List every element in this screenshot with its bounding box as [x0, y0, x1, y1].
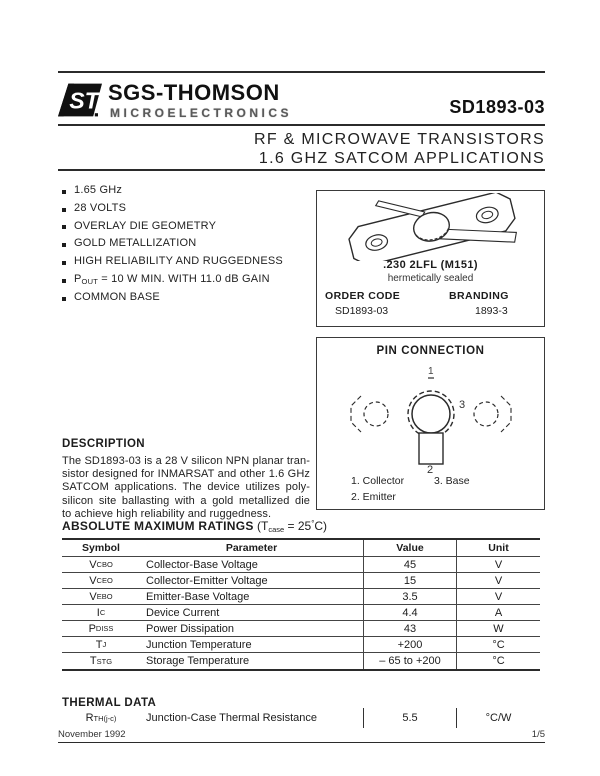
bullet-square-icon [62, 243, 66, 247]
bullet-square-icon [62, 261, 66, 265]
pin-connection-box [316, 337, 545, 510]
svg-text:ST: ST [69, 87, 99, 114]
amr-heading: ABSOLUTE MAXIMUM RATINGS $(T_{case} = 25^\circ C)$ [62, 519, 328, 534]
parameter-cell: Junction-Case Thermal Resistance [146, 712, 317, 724]
pin2-number-label: 2 [427, 464, 434, 474]
description-line: sistor designed for INMARSAT and other 1.6 GHz [62, 468, 310, 481]
header-mid-rule [58, 124, 545, 126]
value-cell: – 65 to +200 [363, 653, 457, 669]
feature-text: $P_{OUT} = 10$ W MIN. WITH 11.0 dB GAIN [74, 272, 270, 286]
unit-cell: °C [492, 655, 505, 667]
unit-cell: A [494, 606, 503, 619]
feature-item [62, 183, 283, 201]
brand-name: SGS-THOMSON [108, 80, 280, 105]
pin-connection-title: PIN CONNECTION [376, 345, 485, 357]
header-symbol: Symbol [82, 542, 120, 554]
description-line: The SD1893-03 is a 28 V silicon NPN planar tran- [62, 455, 310, 467]
parameter-cell: Emitter-Base Voltage [146, 590, 250, 603]
feature-text: 1.65 GHz [74, 184, 123, 196]
feature-item [62, 290, 283, 308]
pin1-number-label: 1 [428, 366, 434, 377]
amr-table-header-row [62, 540, 540, 557]
unit-cell: °C/W [485, 712, 512, 724]
order-code-label: ORDER CODE [325, 290, 401, 302]
symbol-cell: P DISS [88, 622, 114, 635]
symbol-cell: I C [96, 606, 106, 619]
symbol-cell: T STG [89, 655, 113, 667]
footer-rule [58, 742, 545, 743]
bullet-square-icon [62, 208, 66, 212]
amr-table [62, 538, 540, 671]
company-logo [58, 82, 292, 120]
feature-text: COMMON BASE [74, 290, 160, 303]
value-cell: 15 [363, 573, 457, 588]
bullet-square-icon [62, 225, 66, 229]
pin-legend [351, 473, 470, 505]
pin-legend-base: 3. Base [434, 475, 470, 487]
header-parameter: Parameter [225, 542, 278, 554]
document-title [254, 131, 545, 168]
description-line: to achieve high reliability and ruggedness. [62, 507, 272, 520]
table-row [62, 573, 540, 589]
symbol-cell: V CBO [89, 558, 113, 571]
parameter-cell: Collector-Emitter Voltage [146, 574, 268, 587]
table-row [62, 589, 540, 605]
pin-legend-collector: 1. Collector [351, 475, 405, 487]
feature-item [62, 272, 283, 290]
feature-item [62, 201, 283, 219]
description-line: silicon site ballasting with a gold metallized die [62, 494, 310, 507]
feature-item [62, 219, 283, 237]
feature-item [62, 236, 283, 254]
bullet-square-icon [62, 279, 66, 283]
parameter-cell: Collector-Base Voltage [146, 558, 258, 571]
feature-text: 28 VOLTS [74, 201, 127, 214]
branding-value: 1893-3 [475, 305, 508, 317]
header-bottom-rule [58, 169, 545, 171]
value-cell: 4.4 [363, 605, 457, 620]
symbol-cell: R TH(j-c) [85, 712, 117, 724]
branding-label: BRANDING [449, 290, 509, 302]
value-cell: 45 [363, 557, 457, 572]
table-row [62, 653, 540, 669]
pin-legend-emitter: 2. Emitter [351, 491, 396, 503]
brand-text [108, 82, 292, 120]
unit-cell: V [494, 590, 503, 603]
package-seal-label: hermetically sealed [387, 273, 474, 284]
pin-connection-drawing-icon [331, 362, 531, 474]
package-box [316, 190, 545, 327]
package-size-label: .230 2LFL (M151) [383, 259, 478, 271]
symbol-cell: V CEO [89, 574, 113, 587]
description-heading: DESCRIPTION [62, 438, 145, 450]
title-line-1: RF & MICROWAVE TRANSISTORS [253, 131, 545, 148]
bullet-square-icon [62, 297, 66, 301]
table-row [62, 605, 540, 621]
thermal-data-row [62, 708, 540, 728]
pin3-number-label: 3 [459, 399, 466, 411]
table-row [62, 557, 540, 573]
footer-date: November 1992 [58, 729, 126, 740]
symbol-cell: V EBO [89, 590, 113, 603]
description-line: SATCOM applications. The device utilizes poly- [62, 481, 310, 494]
footer-page-number: 1/5 [531, 729, 545, 740]
unit-cell: V [494, 558, 503, 571]
parameter-cell: Storage Temperature [146, 655, 250, 667]
unit-cell: W [493, 622, 504, 635]
feature-list [62, 183, 283, 308]
value-cell: +200 [363, 637, 457, 652]
parameter-cell: Junction Temperature [146, 638, 252, 651]
st-logo-icon [58, 82, 102, 118]
value-cell: 5.5 [363, 708, 457, 728]
title-line-2: 1.6 GHZ SATCOM APPLICATIONS [258, 149, 545, 167]
package-drawing-icon [331, 193, 531, 261]
table-row [62, 637, 540, 653]
value-cell: 3.5 [363, 589, 457, 604]
brand-subtitle: MICROELECTRONICS [110, 106, 292, 120]
symbol-cell: T J [95, 638, 107, 651]
parameter-cell: Device Current [146, 606, 220, 619]
bullet-square-icon [62, 190, 66, 194]
parameter-cell: Power Dissipation [146, 622, 235, 635]
header-value: Value [363, 540, 457, 556]
unit-cell: °C [492, 638, 505, 651]
order-code-value: SD1893-03 [335, 305, 389, 317]
feature-item [62, 254, 283, 272]
feature-text: HIGH RELIABILITY AND RUGGEDNESS [74, 255, 283, 268]
header-unit: Unit [488, 542, 509, 554]
table-row [62, 621, 540, 637]
part-number: SD1893-03 [449, 97, 545, 117]
thermal-data-heading: THERMAL DATA [62, 697, 157, 709]
header-top-rule [58, 71, 545, 73]
unit-cell: V [494, 574, 503, 587]
feature-text: OVERLAY DIE GEOMETRY [74, 219, 217, 232]
value-cell: 43 [363, 621, 457, 636]
description-paragraph [62, 455, 310, 521]
feature-text: GOLD METALLIZATION [74, 237, 197, 250]
